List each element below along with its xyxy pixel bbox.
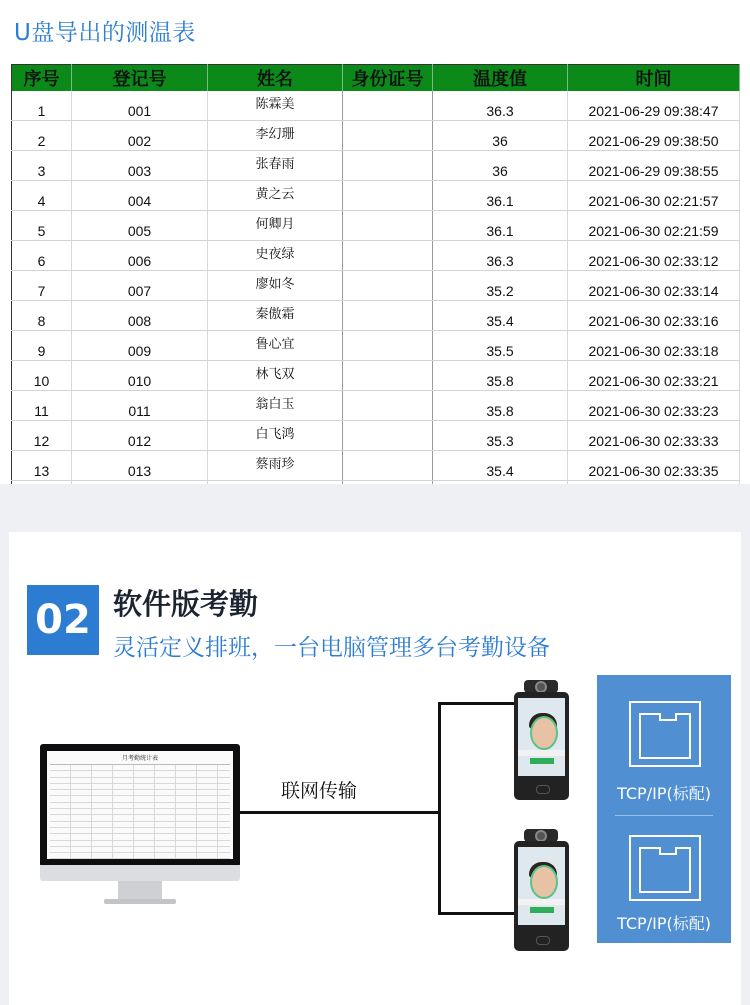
table-cell: 陈霖美	[208, 91, 343, 121]
table-cell	[343, 391, 433, 421]
computer-monitor	[40, 744, 240, 867]
table-header-row	[12, 65, 740, 92]
table-cell	[343, 271, 433, 301]
table-cell: 13	[12, 451, 72, 481]
monitor-screen	[47, 751, 233, 859]
table-cell: 9	[12, 331, 72, 361]
table-cell: 012	[72, 421, 208, 451]
table-cell: 003	[72, 151, 208, 181]
table-cell: 35.2	[433, 271, 568, 301]
monitor-spreadsheet	[50, 764, 230, 859]
table-row	[12, 91, 740, 121]
table-cell	[343, 331, 433, 361]
connection-line-top-branch	[438, 702, 514, 705]
column-header: 姓名	[208, 65, 343, 92]
device-card-reader	[536, 936, 550, 945]
face-recognition-device	[514, 692, 569, 800]
table-cell	[343, 151, 433, 181]
table-cell: 35.8	[433, 391, 568, 421]
person-face	[530, 716, 558, 750]
table-cell: 11	[12, 391, 72, 421]
table-cell: 鲁心宜	[208, 331, 343, 361]
column-header: 时间	[568, 65, 740, 92]
table-cell: 35.3	[433, 421, 568, 451]
table-cell	[343, 421, 433, 451]
device-status-bar	[530, 758, 554, 764]
table-cell: 2021-06-30 02:21:59	[568, 211, 740, 241]
table-cell: 2021-06-30 02:33:35	[568, 451, 740, 481]
temperature-table	[11, 64, 740, 541]
connection-line-vertical	[438, 702, 441, 915]
device-screen	[518, 847, 565, 925]
connection-line-horizontal	[240, 811, 440, 814]
table-cell: 35.5	[433, 331, 568, 361]
table-body	[12, 91, 740, 541]
table-cell	[343, 181, 433, 211]
table-cell	[343, 211, 433, 241]
monitor-screen-title: 月考勤统计表	[121, 755, 158, 762]
table-cell: 009	[72, 331, 208, 361]
table-cell: 1	[12, 91, 72, 121]
table-cell: 张春雨	[208, 151, 343, 181]
table-cell: 2021-06-30 02:33:21	[568, 361, 740, 391]
panel-margin-left	[0, 532, 9, 1005]
table-cell: 何卿月	[208, 211, 343, 241]
column-header: 温度值	[433, 65, 568, 92]
table-cell: 2	[12, 121, 72, 151]
table-cell	[343, 451, 433, 481]
table-cell: 36.3	[433, 241, 568, 271]
table-cell: 2021-06-29 09:38:50	[568, 121, 740, 151]
monitor-chin	[40, 865, 240, 881]
device-status-bar	[530, 907, 554, 913]
table-row	[12, 211, 740, 241]
table-row	[12, 301, 740, 331]
table-cell: 004	[72, 181, 208, 211]
table-cell: 007	[72, 271, 208, 301]
column-header: 身份证号	[343, 65, 433, 92]
column-header: 登记号	[72, 65, 208, 92]
person-face	[530, 865, 558, 899]
table-cell: 36.1	[433, 211, 568, 241]
table-cell: 35.8	[433, 361, 568, 391]
table-cell: 36.3	[433, 91, 568, 121]
table-cell: 蔡雨珍	[208, 451, 343, 481]
table-cell: 8	[12, 301, 72, 331]
table-row	[12, 391, 740, 421]
section-number-badge: 02	[27, 585, 99, 655]
table-cell: 2021-06-29 09:38:47	[568, 91, 740, 121]
table-cell	[343, 121, 433, 151]
table-cell: 2021-06-30 02:33:23	[568, 391, 740, 421]
ethernet-port-icon	[629, 701, 701, 767]
table-cell: 35.4	[433, 301, 568, 331]
device-screen	[518, 698, 565, 776]
face-recognition-device	[514, 841, 569, 951]
spreadsheet-row	[50, 853, 230, 859]
table-row	[12, 451, 740, 481]
monitor-base	[104, 899, 176, 904]
table-row	[12, 121, 740, 151]
table-cell: 005	[72, 211, 208, 241]
table-cell: 2021-06-30 02:33:18	[568, 331, 740, 361]
monitor-stand	[118, 881, 162, 901]
port-label-1: TCP/IP(标配)	[617, 784, 711, 803]
table-cell: 5	[12, 211, 72, 241]
page-title: U盘导出的测温表	[14, 20, 196, 46]
table-row	[12, 361, 740, 391]
column-header: 序号	[12, 65, 72, 92]
table-row	[12, 241, 740, 271]
panel-margin-right	[741, 532, 750, 1005]
table-cell	[343, 361, 433, 391]
panel-divider	[615, 815, 713, 816]
table-cell: 李幻珊	[208, 121, 343, 151]
table-cell: 2021-06-30 02:33:14	[568, 271, 740, 301]
table-cell: 011	[72, 391, 208, 421]
connection-label: 联网传输	[281, 780, 358, 802]
table-cell: 35.4	[433, 451, 568, 481]
table-cell: 006	[72, 241, 208, 271]
table-row	[12, 151, 740, 181]
section-subtitle: 灵活定义排班，一台电脑管理多台考勤设备	[113, 635, 550, 661]
connection-line-bottom-branch	[438, 912, 514, 915]
table-cell: 36	[433, 151, 568, 181]
ethernet-port-socket	[639, 847, 691, 893]
device-info-bar	[518, 899, 565, 905]
section-title: 软件版考勤	[113, 587, 259, 621]
table-cell: 林飞双	[208, 361, 343, 391]
ethernet-port-icon	[629, 835, 701, 901]
table-cell: 廖如冬	[208, 271, 343, 301]
network-port-panel	[597, 675, 731, 943]
table-cell: 7	[12, 271, 72, 301]
section-separator	[0, 484, 750, 532]
table-cell	[343, 301, 433, 331]
table-row	[12, 271, 740, 301]
port-label-2: TCP/IP(标配)	[617, 914, 711, 933]
table-cell: 4	[12, 181, 72, 211]
table-cell: 2021-06-30 02:33:16	[568, 301, 740, 331]
table-cell: 3	[12, 151, 72, 181]
table-cell: 2021-06-30 02:33:12	[568, 241, 740, 271]
table-cell	[343, 91, 433, 121]
table-cell: 36	[433, 121, 568, 151]
table-cell	[343, 241, 433, 271]
table-cell: 002	[72, 121, 208, 151]
table-cell: 36.1	[433, 181, 568, 211]
table-cell: 2021-06-30 02:33:33	[568, 421, 740, 451]
table-cell: 010	[72, 361, 208, 391]
table-cell: 秦傲霜	[208, 301, 343, 331]
device-info-bar	[518, 750, 565, 756]
table-row	[12, 421, 740, 451]
table-cell: 013	[72, 451, 208, 481]
table-cell: 6	[12, 241, 72, 271]
device-card-reader	[536, 785, 550, 794]
table-cell: 001	[72, 91, 208, 121]
table-cell: 008	[72, 301, 208, 331]
table-cell: 2021-06-29 09:38:55	[568, 151, 740, 181]
table-row	[12, 331, 740, 361]
table-cell: 史夜绿	[208, 241, 343, 271]
table-row	[12, 181, 740, 211]
table-cell: 黄之云	[208, 181, 343, 211]
table-cell: 白飞鸿	[208, 421, 343, 451]
table-cell: 2021-06-30 02:21:57	[568, 181, 740, 211]
table-cell: 翁白玉	[208, 391, 343, 421]
table-cell: 12	[12, 421, 72, 451]
ethernet-port-socket	[639, 713, 691, 759]
table-cell: 10	[12, 361, 72, 391]
